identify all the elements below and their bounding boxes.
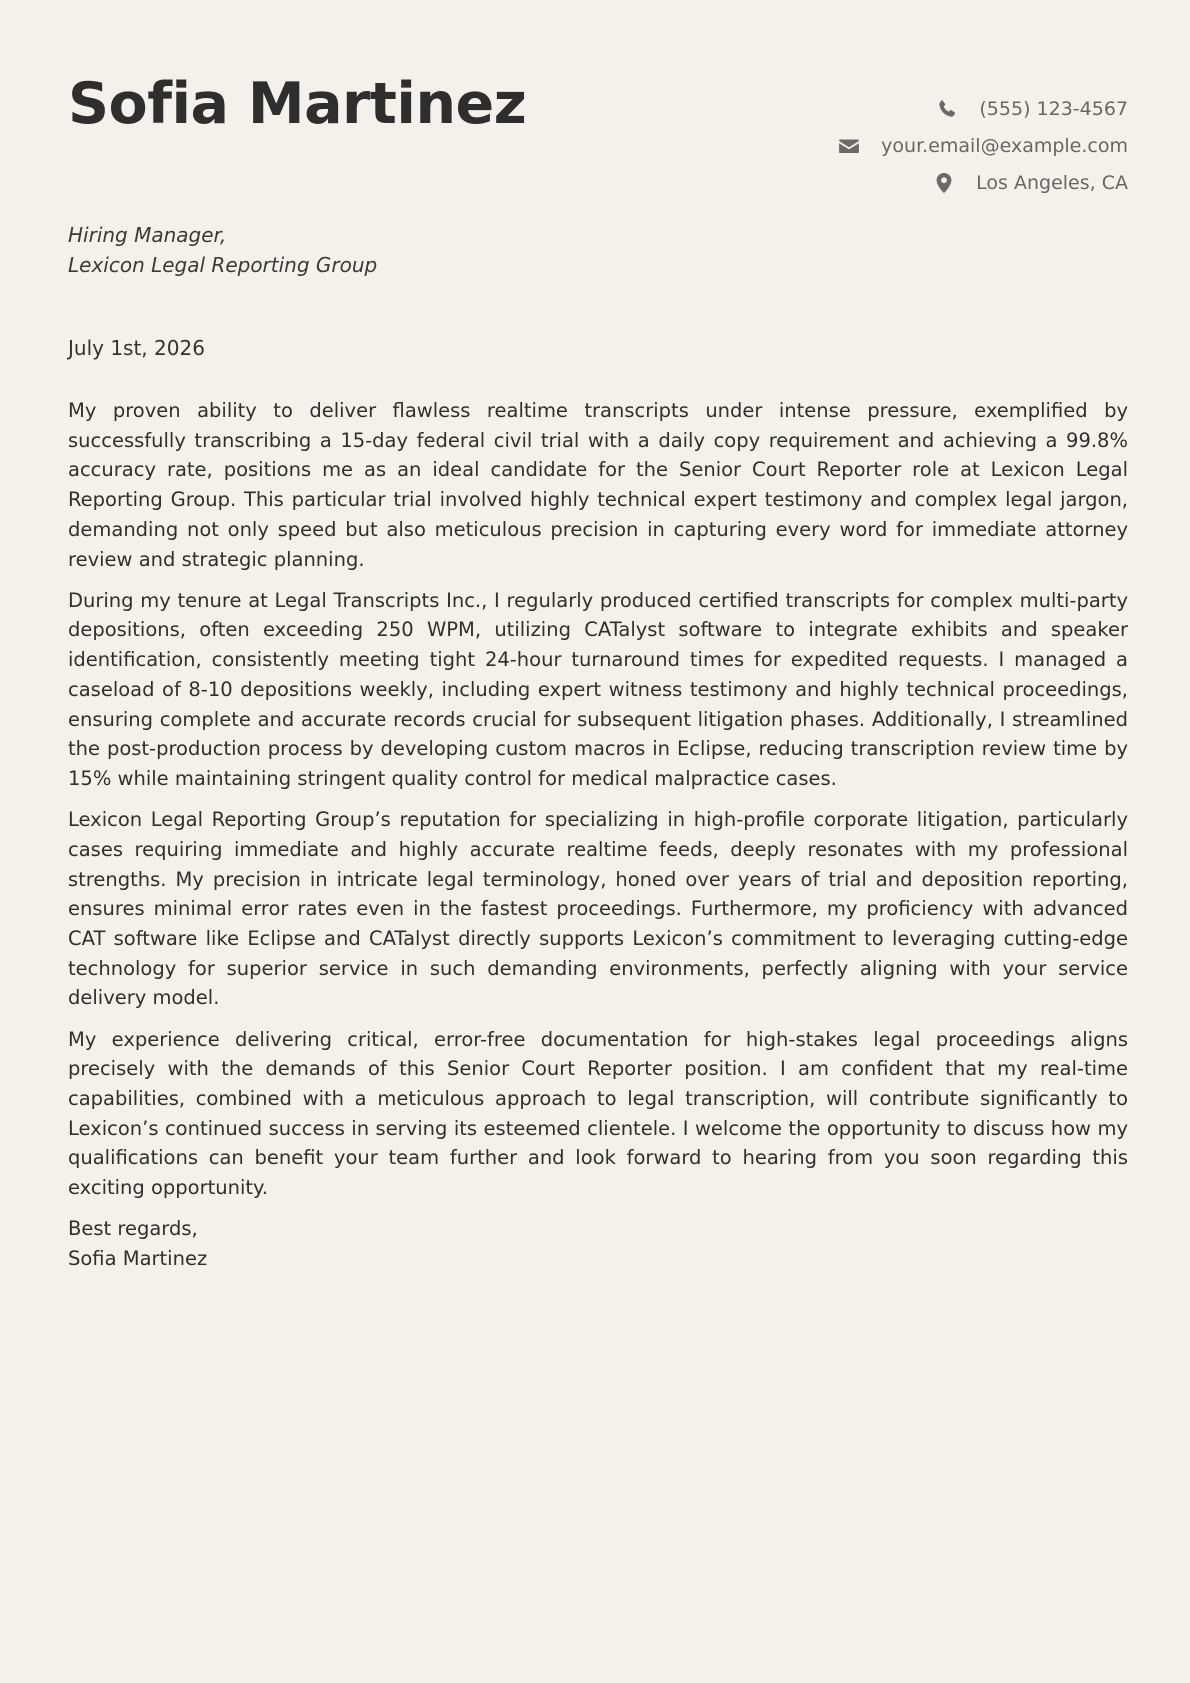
recipient-company: Lexicon Legal Reporting Group — [68, 253, 378, 277]
location-text: Los Angeles, CA — [976, 171, 1128, 194]
body-paragraph: Lexicon Legal Reporting Group’s reputation for specializing in high-profile corporate litigation, particularly cases requiring immediate and highly accurate realtime feeds, deeply resonates with my professional strengths. My precision in intricate legal terminology, honed over years of trial and deposition reporting, ensures minimal error rates even in the fastest proceedings. Furthermore, my proficiency with advanced CAT software like Eclipse and CATalyst directly supports Lexicon’s commitment to leveraging cutting-edge technology for superior service in such demanding environments, perfectly aligning with your service delivery model. — [68, 808, 1128, 1010]
recipient-title: Hiring Manager, — [68, 223, 227, 247]
closing-salutation: Best regards, — [68, 1217, 198, 1241]
envelope-icon — [839, 136, 859, 156]
letter-body — [68, 396, 1128, 1273]
letter-page — [68, 0, 1128, 1683]
closing-signature: Sofia Martinez — [68, 1246, 208, 1270]
contact-info — [839, 96, 1128, 195]
phone-icon — [937, 99, 957, 119]
email-text: your.email@example.com — [881, 134, 1128, 157]
letter-header — [68, 0, 1128, 200]
phone-text: (555) 123-4567 — [979, 97, 1128, 120]
applicant-name: Sofia Martinez — [68, 71, 527, 137]
recipient-block — [68, 220, 377, 280]
letter-closing — [68, 1214, 1128, 1273]
body-paragraph: My experience delivering critical, error-free documentation for high-stakes legal proceedings aligns precisely with the demands of this Senior Court Reporter position. I am confident that my real-time capabilities, combined with a meticulous approach to legal transcription, will contribute significantly to Lexicon’s continued success in serving its esteemed clientele. I welcome the opportunity to discuss how my qualifications can benefit your team further and look forward to hearing from you soon regarding this exciting opportunity. — [68, 1027, 1128, 1200]
contact-phone — [937, 96, 1128, 121]
contact-email — [839, 133, 1128, 158]
contact-location — [934, 170, 1128, 195]
body-paragraph: During my tenure at Legal Transcripts Inc., I regularly produced certified transcripts for complex multi-party depositions, often exceeding 250 WPM, utilizing CATalyst software to integrate exhibits and speaker identification, consistently meeting tight 24-hour turnaround times for expedited requests. I managed a caseload of 8-10 depositions weekly, including expert witness testimony and highly technical proceedings, ensuring complete and accurate records crucial for subsequent litigation phases. Additionally, I streamlined the post-production process by developing custom macros in Eclipse, reducing transcription review time by 15% while maintaining stringent quality control for medical malpractice cases. — [68, 588, 1128, 790]
body-paragraph: My proven ability to deliver flawless realtime transcripts under intense pressure, exemplified by successfully transcribing a 15-day federal civil trial with a daily copy requirement and achieving a 99.8% accuracy rate, positions me as an ideal candidate for the Senior Court Reporter role at Lexicon Legal Reporting Group. This particular trial involved highly technical expert testimony and complex legal jargon, demanding not only speed but also meticulous precision in capturing every word for immediate attorney review and strategic planning. — [68, 399, 1128, 571]
letter-date: July 1st, 2026 — [68, 336, 205, 360]
map-pin-icon — [934, 173, 954, 193]
